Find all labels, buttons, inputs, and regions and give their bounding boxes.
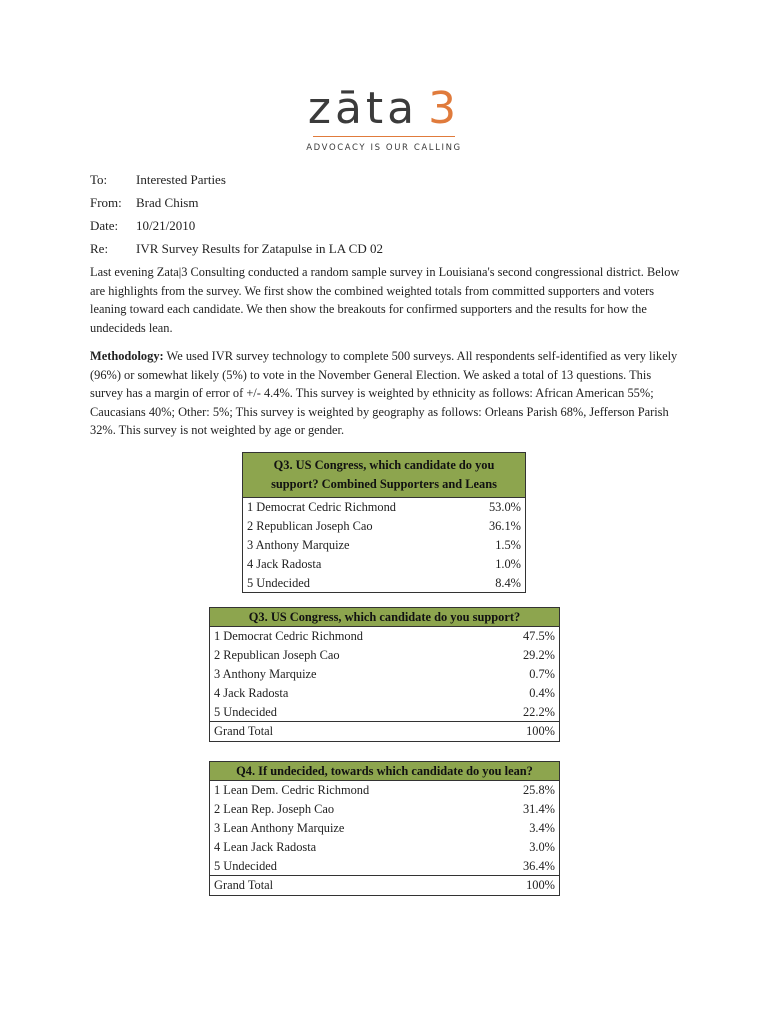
memo-from-value: Brad Chism bbox=[136, 195, 199, 210]
memo-from-row bbox=[90, 195, 690, 211]
row-value: 0.4% bbox=[529, 685, 555, 700]
row-value: 8.4% bbox=[495, 575, 521, 590]
methodology-paragraph bbox=[90, 347, 682, 440]
table-row bbox=[210, 781, 560, 800]
row-value: 3.4% bbox=[529, 820, 555, 835]
row-value: 3.0% bbox=[529, 839, 555, 854]
logo-wordmark bbox=[0, 83, 768, 134]
row-value: 1.0% bbox=[495, 556, 521, 571]
row-value: 1.5% bbox=[495, 537, 521, 552]
table-row bbox=[210, 819, 560, 838]
row-value: 53.0% bbox=[488, 500, 521, 515]
total-value: 100% bbox=[490, 875, 559, 895]
row-value: 22.2% bbox=[522, 704, 555, 719]
memo-re-label: Re: bbox=[90, 241, 109, 256]
results-table-combined bbox=[242, 452, 526, 593]
methodology-label: Methodology: bbox=[90, 349, 164, 363]
table-title: Q4. If undecided, towards which candidate do you lean? bbox=[210, 762, 560, 781]
row-label: 5 Undecided bbox=[214, 704, 277, 719]
table-row bbox=[210, 665, 560, 684]
table-total-row bbox=[210, 721, 560, 741]
table-title: Q3. US Congress, which candidate do you support? Combined Supporters and Leans bbox=[243, 453, 526, 498]
table-row bbox=[210, 800, 560, 819]
methodology-text: We used IVR survey technology to complete 500 surveys. All respondents self-identified as very likely (96%) or somewhat likely (5%) to vote in the November General Election. We asked a total of 13 questions. This survey has a margin of error of +/- 4.4%. This survey is weighted by ethnicity as follows: African American 55%; Caucasians 40%; Other: 5%; This survey is weighted by geography as follows: Orleans Parish 68%, Jefferson Parish 32%. This survey is not weighted by age or gender. bbox=[90, 349, 678, 437]
results-table-lean bbox=[209, 761, 560, 896]
row-label: 2 Republican Joseph Cao bbox=[214, 648, 340, 663]
row-value: 25.8% bbox=[522, 783, 555, 798]
table-row bbox=[210, 627, 560, 646]
table-row bbox=[210, 702, 560, 721]
row-label: 5 Undecided bbox=[214, 858, 277, 873]
row-value: 31.4% bbox=[522, 802, 555, 817]
logo-tagline: ADVOCACY IS OUR CALLING bbox=[306, 143, 462, 153]
logo-number: 3 bbox=[428, 83, 461, 134]
total-label: Grand Total bbox=[210, 875, 491, 895]
table-row bbox=[243, 573, 526, 592]
row-label: 1 Democrat Cedric Richmond bbox=[214, 629, 363, 644]
table-row bbox=[243, 554, 526, 573]
total-value: 100% bbox=[488, 721, 560, 741]
memo-to-row bbox=[90, 172, 690, 188]
row-label: 2 Republican Joseph Cao bbox=[247, 519, 373, 534]
row-label: 4 Lean Jack Radosta bbox=[214, 839, 317, 854]
memo-date-row bbox=[90, 218, 690, 234]
row-value: 36.4% bbox=[522, 858, 555, 873]
row-value: 0.7% bbox=[529, 666, 555, 681]
row-value: 29.2% bbox=[522, 648, 555, 663]
table-row bbox=[210, 856, 560, 875]
intro-paragraph: Last evening Zata|3 Consulting conducted a random sample survey in Louisiana's second congressional district. Below are highlights from the survey. We first show the combined weighted totals from committed supporters and voters leaning toward each candidate. We then show the breakouts for confirmed supporters and the results for how the undecideds lean. bbox=[90, 265, 680, 335]
table-row bbox=[243, 498, 526, 517]
table-row bbox=[210, 646, 560, 665]
results-table-support bbox=[209, 607, 560, 742]
memo-to-label: To: bbox=[90, 172, 108, 187]
table-row bbox=[210, 837, 560, 856]
company-logo bbox=[0, 83, 768, 153]
memo-re-value: IVR Survey Results for Zatapulse in LA CD 02 bbox=[136, 241, 383, 256]
logo-divider bbox=[313, 136, 455, 137]
row-label: 5 Undecided bbox=[247, 575, 310, 590]
row-value: 36.1% bbox=[488, 519, 521, 534]
row-label: 3 Anthony Marquize bbox=[214, 666, 317, 681]
memo-re-row bbox=[90, 241, 690, 257]
row-label: 1 Lean Dem. Cedric Richmond bbox=[214, 783, 370, 798]
row-label: 1 Democrat Cedric Richmond bbox=[247, 500, 396, 515]
row-value: 47.5% bbox=[522, 629, 555, 644]
table-total-row bbox=[210, 875, 560, 895]
total-label: Grand Total bbox=[210, 721, 488, 741]
memo-date-label: Date: bbox=[90, 218, 119, 233]
row-label: 3 Lean Anthony Marquize bbox=[214, 820, 345, 835]
row-label: 4 Jack Radosta bbox=[247, 556, 322, 571]
table-title: Q3. US Congress, which candidate do you support? bbox=[210, 608, 560, 627]
memo-from-label: From: bbox=[90, 195, 122, 210]
memo-date-value: 10/21/2010 bbox=[136, 218, 196, 233]
memo-to-value: Interested Parties bbox=[136, 172, 226, 187]
table-row bbox=[243, 517, 526, 536]
row-label: 2 Lean Rep. Joseph Cao bbox=[214, 802, 335, 817]
table-row bbox=[210, 683, 560, 702]
row-label: 3 Anthony Marquize bbox=[247, 537, 350, 552]
logo-word: zāta bbox=[307, 83, 419, 134]
row-label: 4 Jack Radosta bbox=[214, 685, 289, 700]
table-row bbox=[243, 536, 526, 555]
